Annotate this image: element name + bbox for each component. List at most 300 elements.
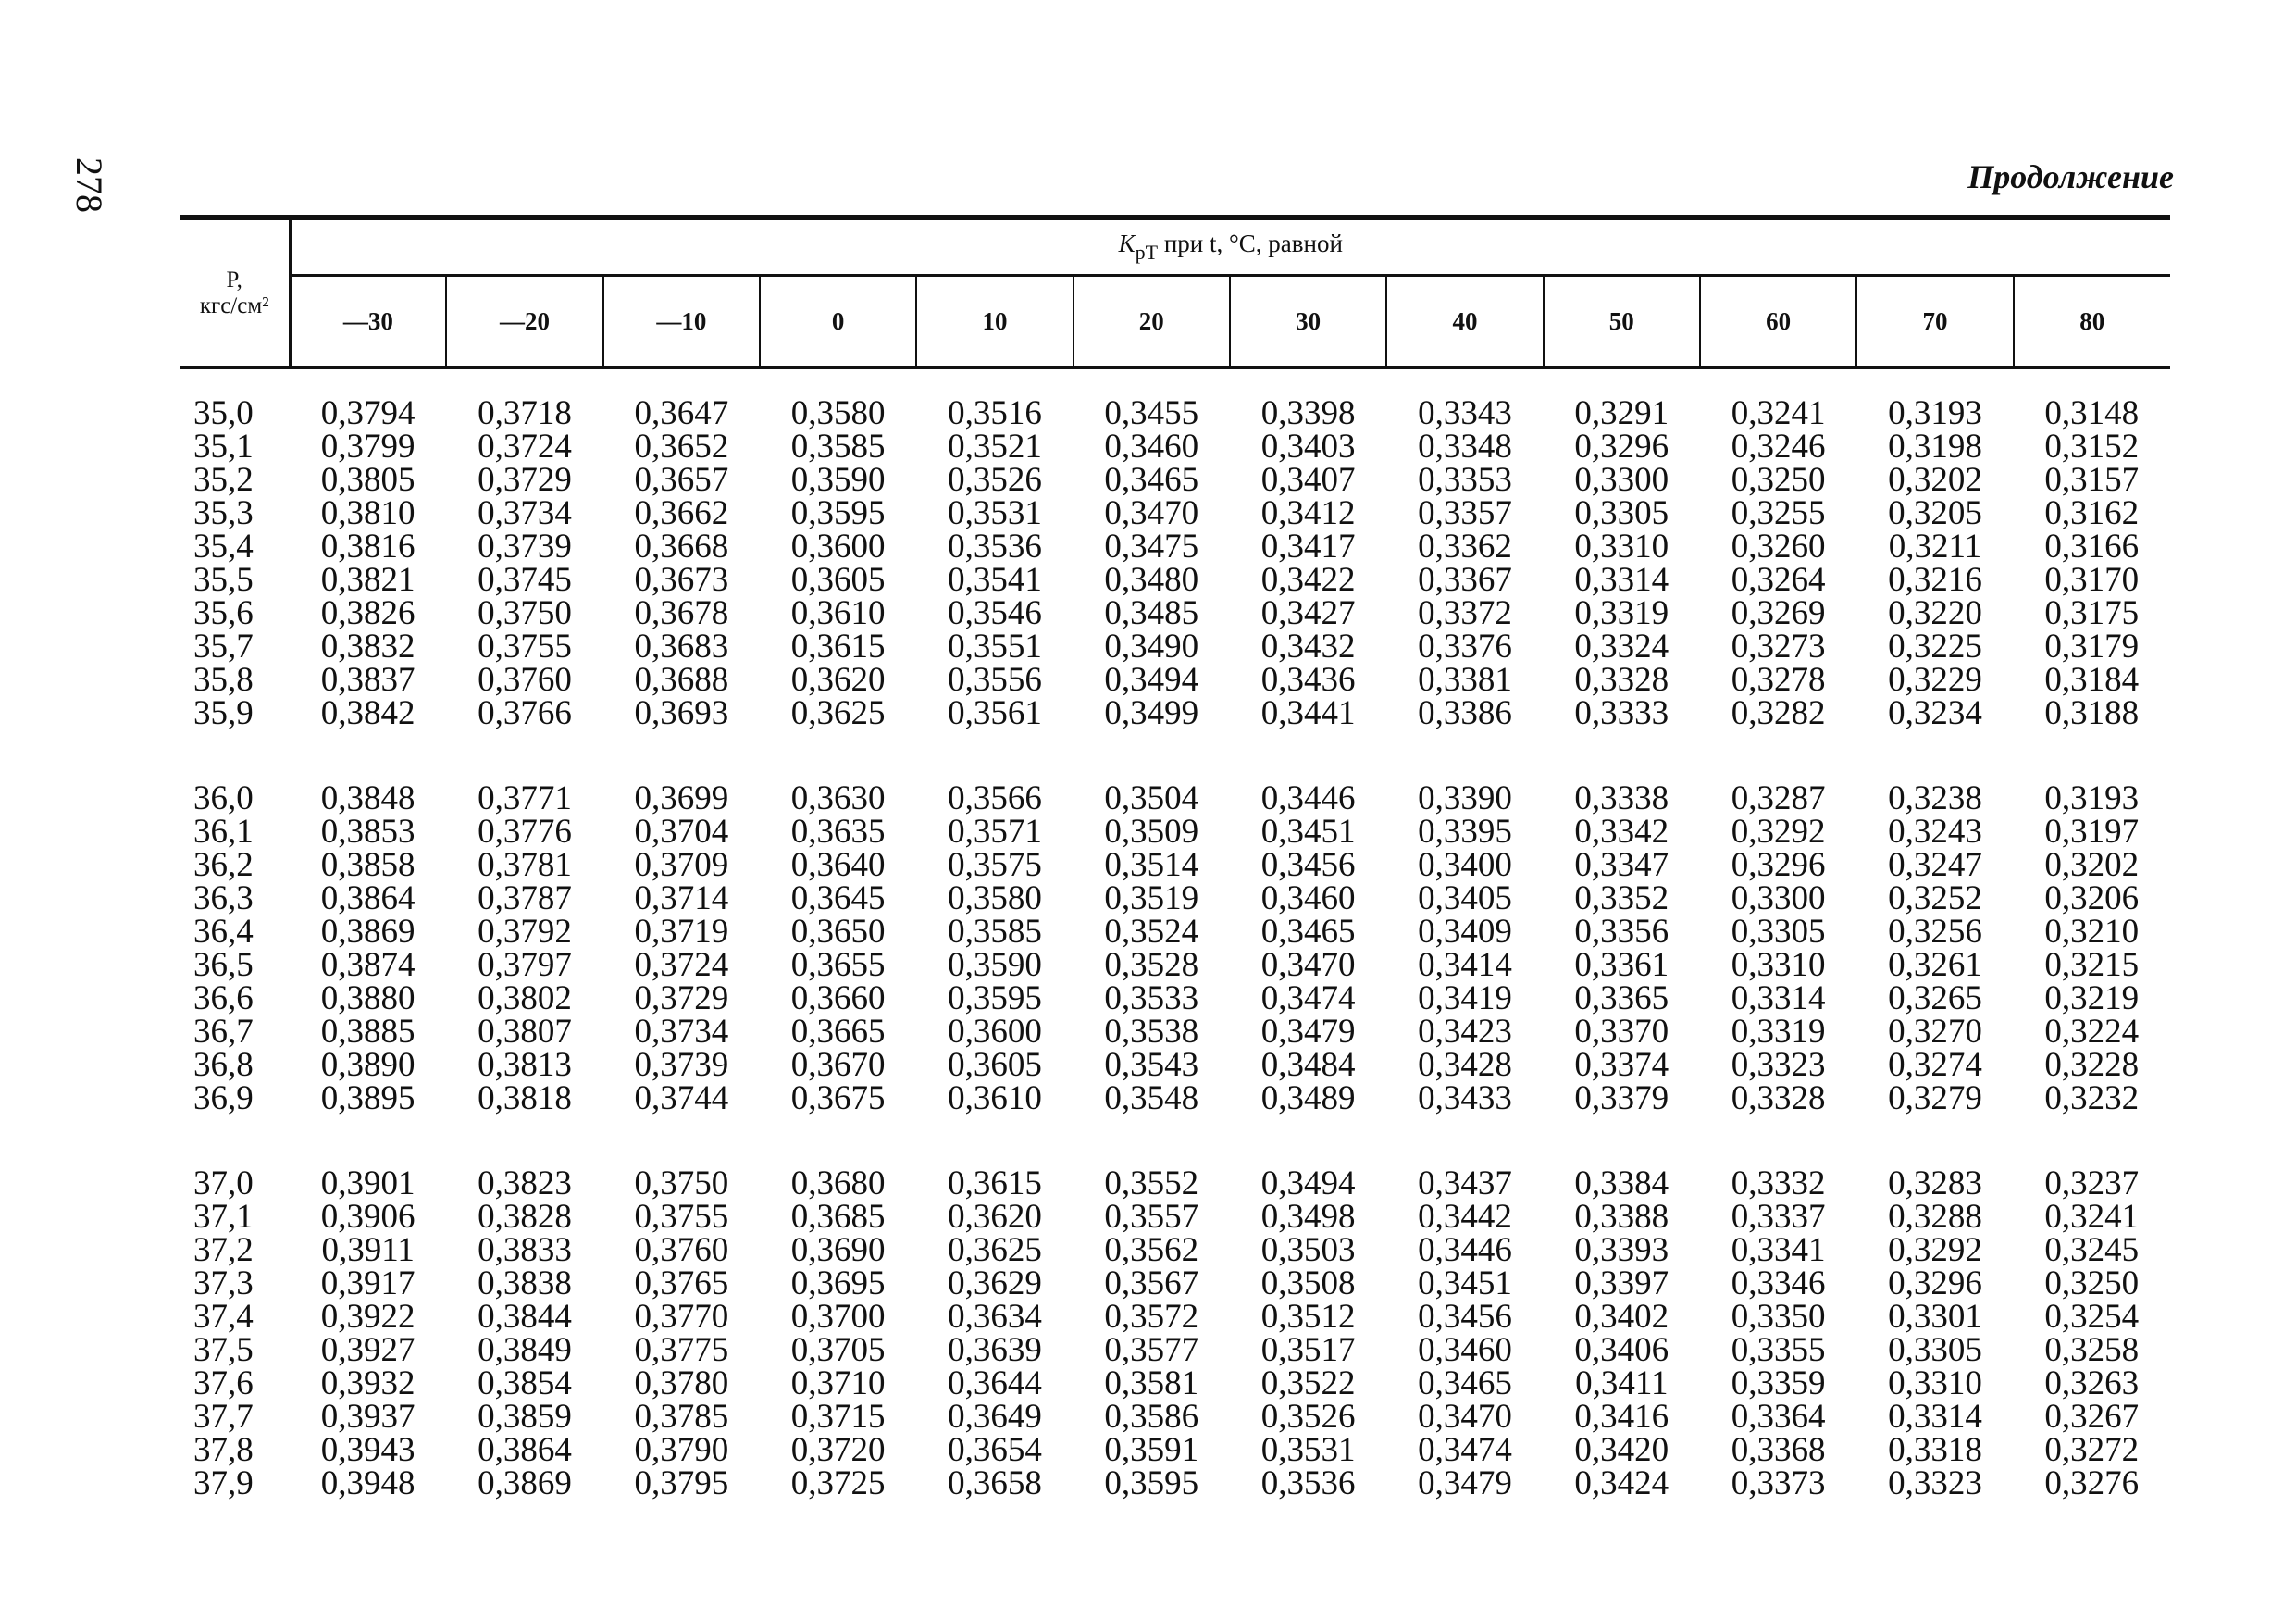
value-cell: 0,3508 <box>1260 1264 1356 1302</box>
page-number: 278 <box>68 157 110 213</box>
value-cell: 0,3261 <box>1888 946 1982 984</box>
temperature-header: 40 <box>1386 276 1543 368</box>
value-cell: 0,3405 <box>1418 879 1512 917</box>
table-row <box>180 849 2170 882</box>
value-cell: 0,3175 <box>2044 594 2140 632</box>
value-cell: 0,3228 <box>2044 1046 2140 1084</box>
value-cell: 0,3499 <box>1104 694 1199 732</box>
value-cell: 0,3838 <box>478 1264 572 1302</box>
value-cell: 0,3670 <box>790 1046 886 1084</box>
value-cell: 0,3197 <box>2044 813 2140 851</box>
value-cell: 0,3246 <box>1731 428 1826 466</box>
value-cell: 0,3314 <box>1888 1398 1982 1436</box>
value-cell: 0,3442 <box>1418 1198 1512 1236</box>
temperature-header: —30 <box>290 276 446 368</box>
value-cell: 0,3937 <box>320 1398 416 1436</box>
value-cell: 0,3365 <box>1574 979 1669 1017</box>
value-cell: 0,3658 <box>948 1464 1042 1502</box>
table-row <box>180 367 2170 430</box>
value-cell: 0,3720 <box>790 1431 886 1469</box>
value-cell: 0,3595 <box>1104 1464 1199 1502</box>
value-cell: 0,3590 <box>790 461 886 499</box>
table-row <box>180 982 2170 1015</box>
value-cell: 0,3536 <box>1260 1464 1356 1502</box>
value-cell: 0,3714 <box>634 879 729 917</box>
value-cell: 0,3652 <box>634 428 729 466</box>
value-cell: 0,3241 <box>2044 1198 2140 1236</box>
value-cell: 0,3521 <box>948 428 1042 466</box>
temperature-header: —20 <box>446 276 602 368</box>
value-cell: 0,3566 <box>948 779 1042 817</box>
table-row <box>180 464 2170 497</box>
value-cell: 0,3826 <box>320 594 416 632</box>
value-cell: 0,3630 <box>790 779 886 817</box>
value-cell: 0,3709 <box>634 846 729 884</box>
value-cell: 0,3649 <box>948 1398 1042 1436</box>
value-cell: 0,3210 <box>2044 913 2140 951</box>
value-cell: 0,3352 <box>1574 879 1669 917</box>
value-cell: 0,3202 <box>1888 461 1982 499</box>
table-row <box>180 882 2170 915</box>
value-cell: 0,3269 <box>1731 594 1826 632</box>
value-cell: 0,3577 <box>1104 1331 1199 1369</box>
value-cell: 0,3460 <box>1418 1331 1512 1369</box>
value-cell: 0,3386 <box>1418 694 1512 732</box>
value-cell: 0,3528 <box>1104 946 1199 984</box>
value-cell: 0,3451 <box>1260 813 1356 851</box>
value-cell: 0,3224 <box>2044 1013 2140 1051</box>
value-cell: 0,3600 <box>948 1013 1042 1051</box>
value-cell: 0,3417 <box>1260 528 1356 566</box>
value-cell: 0,3780 <box>634 1364 729 1402</box>
pressure-cell: 36,3 <box>193 879 254 917</box>
temperature-row <box>180 276 2170 368</box>
value-cell: 0,3258 <box>2044 1331 2140 1369</box>
temperature-header: 60 <box>1700 276 1856 368</box>
value-cell: 0,3516 <box>948 394 1042 432</box>
separator-cell <box>180 1115 2170 1167</box>
value-cell: 0,3359 <box>1731 1364 1826 1402</box>
value-cell: 0,3503 <box>1260 1231 1356 1269</box>
value-cell: 0,3744 <box>634 1079 729 1117</box>
value-cell: 0,3364 <box>1731 1398 1826 1436</box>
value-cell: 0,3552 <box>1104 1164 1199 1202</box>
value-cell: 0,3654 <box>948 1431 1042 1469</box>
value-cell: 0,3256 <box>1888 913 1982 951</box>
value-cell: 0,3650 <box>790 913 886 951</box>
value-cell: 0,3267 <box>2044 1398 2140 1436</box>
value-cell: 0,3580 <box>948 879 1042 917</box>
value-cell: 0,3350 <box>1731 1298 1826 1336</box>
value-cell: 0,3683 <box>634 628 729 666</box>
value-cell: 0,3526 <box>948 461 1042 499</box>
value-cell: 0,3586 <box>1104 1398 1199 1436</box>
value-cell: 0,3388 <box>1574 1198 1669 1236</box>
value-cell: 0,3367 <box>1418 561 1512 599</box>
value-cell: 0,3470 <box>1418 1398 1512 1436</box>
value-cell: 0,3541 <box>948 561 1042 599</box>
value-cell: 0,3585 <box>790 428 886 466</box>
value-cell: 0,3844 <box>478 1298 572 1336</box>
value-cell: 0,3729 <box>634 979 729 1017</box>
value-cell: 0,3849 <box>478 1331 572 1369</box>
pressure-cell: 36,4 <box>193 913 254 951</box>
pressure-cell: 35,3 <box>193 494 254 532</box>
value-cell: 0,3193 <box>1888 394 1982 432</box>
value-cell: 0,3241 <box>1731 394 1826 432</box>
value-cell: 0,3346 <box>1731 1264 1826 1302</box>
value-cell: 0,3718 <box>478 394 572 432</box>
value-cell: 0,3543 <box>1104 1046 1199 1084</box>
value-cell: 0,3166 <box>2044 528 2140 566</box>
value-cell: 0,3833 <box>478 1231 572 1269</box>
value-cell: 0,3310 <box>1888 1364 1982 1402</box>
value-cell: 0,3319 <box>1731 1013 1826 1051</box>
value-cell: 0,3301 <box>1888 1298 1982 1336</box>
value-cell: 0,3455 <box>1104 394 1199 432</box>
value-cell: 0,3381 <box>1418 661 1512 699</box>
value-cell: 0,3620 <box>790 661 886 699</box>
value-cell: 0,3232 <box>2044 1079 2140 1117</box>
value-cell: 0,3522 <box>1260 1364 1356 1402</box>
value-cell: 0,3755 <box>634 1198 729 1236</box>
pressure-cell: 37,6 <box>193 1364 254 1402</box>
value-cell: 0,3427 <box>1260 594 1356 632</box>
value-cell: 0,3479 <box>1418 1464 1512 1502</box>
value-cell: 0,3229 <box>1888 661 1982 699</box>
value-cell: 0,3680 <box>790 1164 886 1202</box>
value-cell: 0,3465 <box>1260 913 1356 951</box>
value-cell: 0,3561 <box>948 694 1042 732</box>
kpt-table <box>180 215 2170 1501</box>
value-cell: 0,3446 <box>1418 1231 1512 1269</box>
value-cell: 0,3347 <box>1574 846 1669 884</box>
value-cell: 0,3595 <box>790 494 886 532</box>
value-cell: 0,3710 <box>790 1364 886 1402</box>
value-cell: 0,3724 <box>478 428 572 466</box>
value-cell: 0,3420 <box>1574 1431 1669 1469</box>
table-row <box>180 697 2170 730</box>
value-cell: 0,3719 <box>634 913 729 951</box>
value-cell: 0,3610 <box>790 594 886 632</box>
value-cell: 0,3216 <box>1888 561 1982 599</box>
value-cell: 0,3152 <box>2044 428 2140 466</box>
value-cell: 0,3517 <box>1260 1331 1356 1369</box>
value-cell: 0,3254 <box>2044 1298 2140 1336</box>
value-cell: 0,3170 <box>2044 561 2140 599</box>
value-cell: 0,3567 <box>1104 1264 1199 1302</box>
value-cell: 0,3785 <box>634 1398 729 1436</box>
value-cell: 0,3338 <box>1574 779 1669 817</box>
value-cell: 0,3760 <box>478 661 572 699</box>
table-body <box>180 367 2170 1501</box>
value-cell: 0,3264 <box>1731 561 1826 599</box>
value-cell: 0,3292 <box>1731 813 1826 851</box>
value-cell: 0,3943 <box>320 1431 416 1469</box>
value-cell: 0,3238 <box>1888 779 1982 817</box>
value-cell: 0,3690 <box>790 1231 886 1269</box>
value-cell: 0,3272 <box>2044 1431 2140 1469</box>
pressure-cell: 35,2 <box>193 461 254 499</box>
table-row <box>180 1401 2170 1434</box>
value-cell: 0,3475 <box>1104 528 1199 566</box>
value-cell: 0,3270 <box>1888 1013 1982 1051</box>
table-row <box>180 782 2170 816</box>
value-cell: 0,3864 <box>320 879 416 917</box>
value-cell: 0,3590 <box>948 946 1042 984</box>
value-cell: 0,3292 <box>1888 1231 1982 1269</box>
value-cell: 0,3557 <box>1104 1198 1199 1236</box>
value-cell: 0,3600 <box>790 528 886 566</box>
value-cell: 0,3318 <box>1888 1431 1982 1469</box>
value-cell: 0,3470 <box>1260 946 1356 984</box>
value-cell: 0,3179 <box>2044 628 2140 666</box>
value-cell: 0,3874 <box>320 946 416 984</box>
value-cell: 0,3704 <box>634 813 729 851</box>
coefficient-symbol: K <box>1118 230 1136 257</box>
value-cell: 0,3305 <box>1731 913 1826 951</box>
table-row <box>180 1467 2170 1501</box>
value-cell: 0,3790 <box>634 1431 729 1469</box>
value-cell: 0,3319 <box>1574 594 1669 632</box>
value-cell: 0,3615 <box>948 1164 1042 1202</box>
value-cell: 0,3734 <box>478 494 572 532</box>
value-cell: 0,3729 <box>478 461 572 499</box>
value-cell: 0,3823 <box>478 1164 572 1202</box>
table-row <box>180 816 2170 849</box>
value-cell: 0,3296 <box>1574 428 1669 466</box>
pressure-cell: 37,2 <box>193 1231 254 1269</box>
value-cell: 0,3416 <box>1574 1398 1669 1436</box>
value-cell: 0,3821 <box>320 561 416 599</box>
value-cell: 0,3328 <box>1574 661 1669 699</box>
value-cell: 0,3489 <box>1260 1079 1356 1117</box>
value-cell: 0,3854 <box>478 1364 572 1402</box>
pressure-cell: 35,9 <box>193 694 254 732</box>
value-cell: 0,3792 <box>478 913 572 951</box>
value-cell: 0,3531 <box>948 494 1042 532</box>
value-cell: 0,3585 <box>948 913 1042 951</box>
value-cell: 0,3673 <box>634 561 729 599</box>
block-separator <box>180 730 2170 782</box>
value-cell: 0,3859 <box>478 1398 572 1436</box>
coefficient-subscript: pT <box>1135 241 1159 264</box>
value-cell: 0,3402 <box>1574 1298 1669 1336</box>
value-cell: 0,3647 <box>634 394 729 432</box>
value-cell: 0,3526 <box>1260 1398 1356 1436</box>
value-cell: 0,3724 <box>634 946 729 984</box>
value-cell: 0,3332 <box>1731 1164 1826 1202</box>
value-cell: 0,3310 <box>1574 528 1669 566</box>
value-cell: 0,3305 <box>1574 494 1669 532</box>
value-cell: 0,3640 <box>790 846 886 884</box>
value-cell: 0,3595 <box>948 979 1042 1017</box>
value-cell: 0,3414 <box>1418 946 1512 984</box>
value-cell: 0,3368 <box>1731 1431 1826 1469</box>
value-cell: 0,3514 <box>1104 846 1199 884</box>
value-cell: 0,3479 <box>1260 1013 1356 1051</box>
value-cell: 0,3374 <box>1574 1046 1669 1084</box>
value-cell: 0,3700 <box>790 1298 886 1336</box>
value-cell: 0,3376 <box>1418 628 1512 666</box>
value-cell: 0,3842 <box>320 694 416 732</box>
value-cell: 0,3148 <box>2044 394 2140 432</box>
value-cell: 0,3305 <box>1888 1331 1982 1369</box>
value-cell: 0,3373 <box>1731 1464 1826 1502</box>
value-cell: 0,3509 <box>1104 813 1199 851</box>
value-cell: 0,3538 <box>1104 1013 1199 1051</box>
value-cell: 0,3494 <box>1104 661 1199 699</box>
temperature-header: 50 <box>1544 276 1700 368</box>
table-row <box>180 1367 2170 1401</box>
value-cell: 0,3498 <box>1260 1198 1356 1236</box>
value-cell: 0,3634 <box>948 1298 1042 1336</box>
value-cell: 0,3288 <box>1888 1198 1982 1236</box>
value-cell: 0,3581 <box>1104 1364 1199 1402</box>
value-cell: 0,3807 <box>478 1013 572 1051</box>
table-row <box>180 1082 2170 1115</box>
temperature-header: 20 <box>1074 276 1230 368</box>
value-cell: 0,3441 <box>1260 694 1356 732</box>
value-cell: 0,3531 <box>1260 1431 1356 1469</box>
value-cell: 0,3362 <box>1418 528 1512 566</box>
value-cell: 0,3296 <box>1731 846 1826 884</box>
value-cell: 0,3512 <box>1260 1298 1356 1336</box>
value-cell: 0,3536 <box>948 528 1042 566</box>
value-cell: 0,3572 <box>1104 1298 1199 1336</box>
value-cell: 0,3255 <box>1731 494 1826 532</box>
pressure-cell: 37,8 <box>193 1431 254 1469</box>
value-cell: 0,3890 <box>320 1046 416 1084</box>
pressure-cell: 37,7 <box>193 1398 254 1436</box>
value-cell: 0,3776 <box>478 813 572 851</box>
pressure-cell: 35,6 <box>193 594 254 632</box>
value-cell: 0,3906 <box>320 1198 416 1236</box>
value-cell: 0,3428 <box>1418 1046 1512 1084</box>
value-cell: 0,3739 <box>634 1046 729 1084</box>
value-cell: 0,3287 <box>1731 779 1826 817</box>
value-cell: 0,3157 <box>2044 461 2140 499</box>
pressure-cell: 36,5 <box>193 946 254 984</box>
value-cell: 0,3504 <box>1104 779 1199 817</box>
value-cell: 0,3328 <box>1731 1079 1826 1117</box>
value-cell: 0,3864 <box>478 1431 572 1469</box>
pressure-cell: 36,7 <box>193 1013 254 1051</box>
value-cell: 0,3524 <box>1104 913 1199 951</box>
value-cell: 0,3795 <box>634 1464 729 1502</box>
value-cell: 0,3734 <box>634 1013 729 1051</box>
value-cell: 0,3219 <box>2044 979 2140 1017</box>
value-cell: 0,3474 <box>1260 979 1356 1017</box>
value-cell: 0,3393 <box>1574 1231 1669 1269</box>
table-row <box>180 1015 2170 1049</box>
value-cell: 0,3813 <box>478 1046 572 1084</box>
pressure-cell: 36,9 <box>193 1079 254 1117</box>
value-cell: 0,3665 <box>790 1013 886 1051</box>
value-cell: 0,3771 <box>478 779 572 817</box>
temperature-header: —10 <box>603 276 760 368</box>
value-cell: 0,3324 <box>1574 628 1669 666</box>
value-cell: 0,3361 <box>1574 946 1669 984</box>
value-cell: 0,3296 <box>1888 1264 1982 1302</box>
value-cell: 0,3456 <box>1418 1298 1512 1336</box>
value-cell: 0,3355 <box>1731 1331 1826 1369</box>
value-cell: 0,3412 <box>1260 494 1356 532</box>
value-cell: 0,3198 <box>1888 428 1982 466</box>
value-cell: 0,3437 <box>1418 1164 1512 1202</box>
value-cell: 0,3880 <box>320 979 416 1017</box>
value-cell: 0,3615 <box>790 628 886 666</box>
value-cell: 0,3816 <box>320 528 416 566</box>
value-cell: 0,3398 <box>1260 394 1356 432</box>
value-cell: 0,3750 <box>634 1164 729 1202</box>
table-row <box>180 597 2170 630</box>
value-cell: 0,3206 <box>2044 879 2140 917</box>
value-cell: 0,3799 <box>320 428 416 466</box>
table-row <box>180 1049 2170 1082</box>
value-cell: 0,3446 <box>1260 779 1356 817</box>
value-cell: 0,3699 <box>634 779 729 817</box>
value-cell: 0,3343 <box>1418 394 1512 432</box>
value-cell: 0,3300 <box>1574 461 1669 499</box>
value-cell: 0,3551 <box>948 628 1042 666</box>
pressure-cell: 36,6 <box>193 979 254 1017</box>
pressure-cell: 35,7 <box>193 628 254 666</box>
table-header <box>180 218 2170 367</box>
value-cell: 0,3625 <box>948 1231 1042 1269</box>
value-cell: 0,3490 <box>1104 628 1199 666</box>
pressure-unit: кгс/см² <box>199 293 269 318</box>
table-row <box>180 1334 2170 1367</box>
value-cell: 0,3797 <box>478 946 572 984</box>
value-cell: 0,3556 <box>948 661 1042 699</box>
table-row <box>180 1167 2170 1201</box>
value-cell: 0,3911 <box>321 1231 415 1269</box>
value-cell: 0,3333 <box>1574 694 1669 732</box>
value-cell: 0,3932 <box>320 1364 416 1402</box>
value-cell: 0,3725 <box>790 1464 886 1502</box>
value-cell: 0,3384 <box>1574 1164 1669 1202</box>
table-row <box>180 430 2170 464</box>
value-cell: 0,3356 <box>1574 913 1669 951</box>
value-cell: 0,3265 <box>1888 979 1982 1017</box>
value-cell: 0,3668 <box>634 528 729 566</box>
value-cell: 0,3828 <box>478 1198 572 1236</box>
temperature-header: 80 <box>2079 306 2105 335</box>
table-row <box>180 530 2170 564</box>
value-cell: 0,3750 <box>478 594 572 632</box>
value-cell: 0,3770 <box>634 1298 729 1336</box>
value-cell: 0,3869 <box>478 1464 572 1502</box>
value-cell: 0,3739 <box>478 528 572 566</box>
value-cell: 0,3580 <box>790 394 886 432</box>
pressure-cell: 37,0 <box>193 1164 254 1202</box>
value-cell: 0,3193 <box>2044 779 2140 817</box>
value-cell: 0,3234 <box>1888 694 1982 732</box>
value-cell: 0,3250 <box>1731 461 1826 499</box>
pressure-cell: 35,5 <box>193 561 254 599</box>
value-cell: 0,3765 <box>634 1264 729 1302</box>
value-cell: 0,3695 <box>790 1264 886 1302</box>
value-cell: 0,3620 <box>948 1198 1042 1236</box>
value-cell: 0,3348 <box>1418 428 1512 466</box>
temperature-header: 70 <box>1856 276 2013 368</box>
value-cell: 0,3465 <box>1418 1364 1512 1402</box>
value-cell: 0,3433 <box>1418 1079 1512 1117</box>
value-cell: 0,3406 <box>1574 1331 1669 1369</box>
value-cell: 0,3901 <box>320 1164 416 1202</box>
pressure-cell: 35,8 <box>193 661 254 699</box>
